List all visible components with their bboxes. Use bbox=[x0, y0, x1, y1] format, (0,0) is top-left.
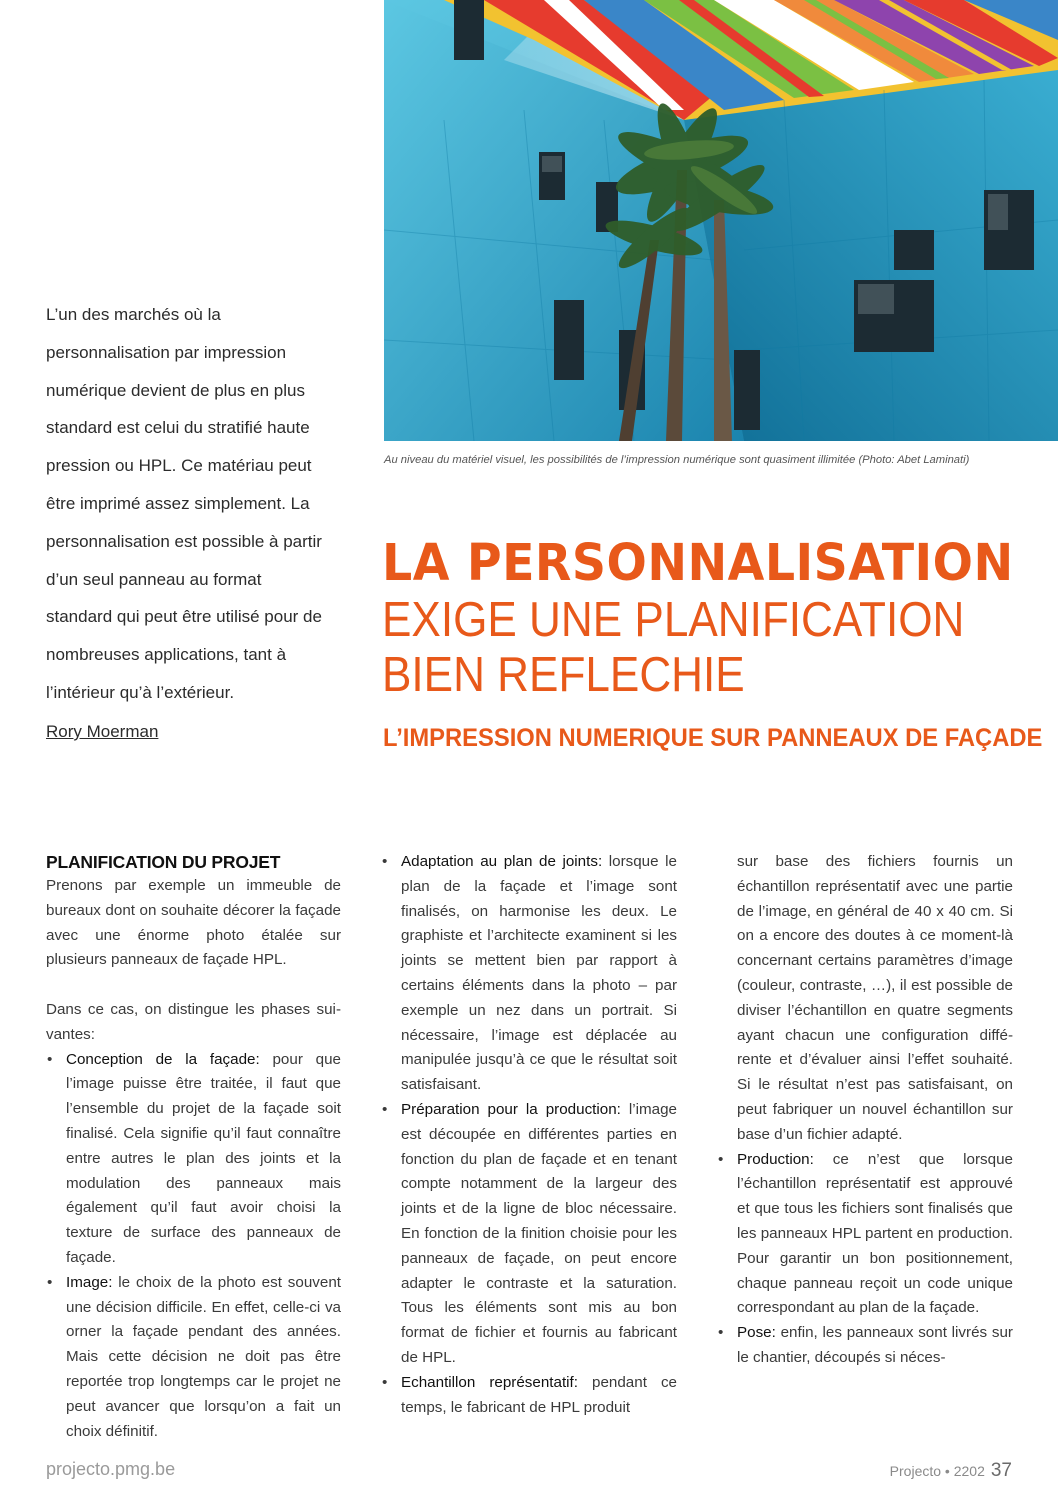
body-paragraph: Dans ce cas, on distingue les phases suivantes: bbox=[46, 1000, 341, 1043]
website-link[interactable]: projecto.pmg.be bbox=[46, 1459, 176, 1479]
phase-list bbox=[46, 1048, 341, 1445]
list-item-label: Préparation pour la production: bbox=[401, 1100, 621, 1118]
headline-line-2: EXIGE UNE PLANIFICATION bbox=[382, 593, 965, 647]
list-item-text: le choix de la photo est souvent une décision difficile. En effet, celle-ci va orner la façade pendant des années. Mais cette décision ne doit pas être reportée trop longtemps car le projet ne peut avancer que lorsqu’on a fait un choix définitif. bbox=[66, 1273, 341, 1440]
list-item bbox=[381, 1371, 677, 1421]
list-item-text: l’image est découpée en différentes parties en fonction du plan de façade et en tenant compte notamment de la largeur des joints et de la ligne de bloc nécessaire. En fonction de la finition choisie pour les panneaux de façade, on peut encore adapter le contraste et la saturation. Tous les éléments sont mis au bon format de fichier et fournis au fabricant de HPL. bbox=[401, 1100, 677, 1366]
page-number: 37 bbox=[990, 1460, 1012, 1481]
list-item bbox=[717, 1321, 1013, 1371]
issue-label: Projecto • 2202 bbox=[889, 1463, 985, 1479]
list-item-label: Echantillon représentatif: bbox=[401, 1373, 578, 1391]
list-item-text: pendant ce temps, le fabricant de HPL produit bbox=[401, 1373, 677, 1416]
page-footer-info bbox=[890, 1460, 1012, 1482]
body-column-3 bbox=[717, 850, 1013, 1371]
body-column-1 bbox=[46, 850, 341, 1444]
list-item-label: Adaptation au plan de joints: bbox=[401, 853, 603, 870]
phase-list bbox=[381, 850, 677, 1420]
body-column-2 bbox=[381, 850, 677, 1420]
photo-caption: Au niveau du matériel visuel, les possibilités de l’impression numérique sont quasiment illimitée (Photo: Abet Laminati) bbox=[384, 454, 970, 466]
body-paragraph: Prenons par exemple un immeuble de bureaux dont on souhaite décorer la façade avec une énorme photo étalée sur plusieurs panneaux de façade HPL. bbox=[46, 877, 341, 969]
list-item bbox=[381, 850, 677, 1098]
list-item-text: sur base des fichiers fournis un échantillon représentatif avec une partie de l’image, en général de 40 x 40 cm. Si on a encore des doutes à ce moment-là concernant certains paramètres d’image (couleur, contraste, …), il est possible de diviser l’échantillon en quatre segments ayant chacun une configuration différente et d’évaluer ainsi l’effet souhaité. Si le résultat n’est pas satisfaisant, on peut fabriquer un nouvel échantillon sur base d’un fichier adapté. bbox=[737, 853, 1013, 1143]
list-item-text: lorsque le plan de la façade et l’image sont finalisés, on harmonise les deux. Le graphiste et l’architecte examinent si les joints se mettent bien par rapport à certains éléments dans la photo – par exemple un nez dans un portrait. Si nécessaire, l’image est déplacée au manipulée jusqu’à ce que le résultat soit satisfaisant. bbox=[401, 853, 677, 1094]
list-item-text: ce n’est que lorsque l’échantillon représentatif est approuvé et que tous les fichiers sont finalisés que les panneaux HPL partent en production. Pour garantir un bon positionnement, chaque panneau reçoit un code unique correspondant au plan de la façade. bbox=[737, 1150, 1013, 1317]
hero-photo bbox=[384, 0, 1058, 441]
section-title: PLANIFICATION DU PROJET bbox=[46, 852, 281, 872]
headline-line-3: BIEN REFLECHIE bbox=[382, 648, 745, 702]
list-item bbox=[46, 1048, 341, 1271]
list-item-label: Conception de la façade: bbox=[66, 1050, 260, 1068]
list-item-continuation bbox=[717, 850, 1013, 1148]
article-subtitle: L’IMPRESSION NUMERIQUE SUR PANNEAUX DE FAÇADE bbox=[383, 724, 1043, 752]
author-link[interactable]: Rory Moerman bbox=[46, 722, 159, 741]
list-item bbox=[717, 1148, 1013, 1322]
list-item bbox=[381, 1098, 677, 1371]
list-item-text: enfin, les panneaux sont livrés sur le chantier, découpés si néces- bbox=[737, 1324, 1013, 1366]
phase-list bbox=[717, 850, 1013, 1371]
list-item bbox=[46, 1271, 341, 1445]
headline-line-1: LA PERSONNALISATION bbox=[382, 534, 1014, 593]
intro-text: L’un des marchés où la personnalisation par impression numérique devient de plus en plus standard est celui du stratifié haute pression ou HPL. Ce matériau peut être imprimé assez simplement. La personnalisation est possible à partir d’un seul panneau au format standard qui peut être utilisé pour de nombreuses applications, tant à l’intérieur qu’à l’extérieur. bbox=[46, 305, 322, 702]
list-item-text: pour que l’image puisse être traitée, il faut que l’ensemble du projet de la façade soit finalisé. Cela signifie qu’il faut connaître entre autres le plan des joints et la modulation des panneaux mais également qu’il faut avoir choisi la texture de surface des panneaux de façade. bbox=[66, 1050, 341, 1266]
facade-illustration bbox=[384, 0, 1058, 441]
list-item-label: Production: bbox=[737, 1150, 814, 1168]
list-item-label: Image: bbox=[66, 1273, 113, 1291]
list-item-label: Pose: bbox=[737, 1324, 776, 1342]
